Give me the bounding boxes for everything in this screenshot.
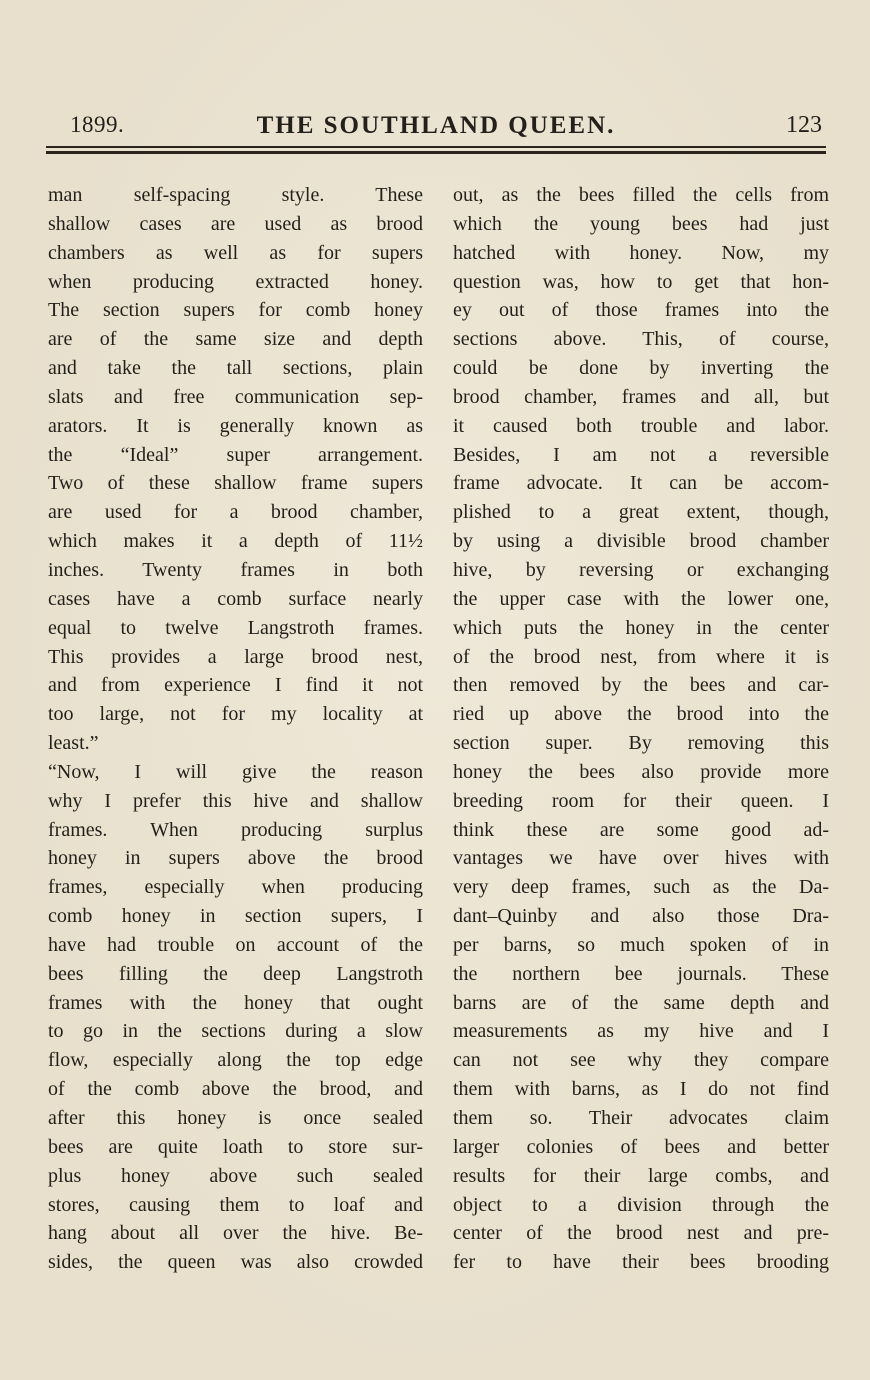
text-line: vantages we have over hives with — [453, 847, 829, 870]
text-line: frames with the honey that ought — [48, 991, 423, 1014]
text-line: shallow cases are used as brood — [48, 212, 423, 235]
header-rule-thick — [46, 151, 826, 154]
header-year: 1899. — [70, 112, 125, 137]
text-line: and take the tall sections, plain — [48, 357, 423, 380]
text-line: plished to a great extent, though, — [453, 501, 829, 524]
text-line: have had trouble on account of the — [48, 933, 423, 956]
text-line: it caused both trouble and labor. — [453, 414, 829, 437]
text-line: breeding room for their queen. I — [453, 789, 829, 812]
text-line: stores, causing them to loaf and — [48, 1193, 423, 1216]
text-line: after this honey is once sealed — [48, 1107, 423, 1129]
text-line: object to a division through the — [453, 1193, 829, 1216]
text-line: hatched with honey. Now, my — [453, 241, 829, 264]
text-line: chambers as well as for supers — [48, 241, 423, 264]
text-line: think these are some good ad- — [453, 818, 829, 841]
text-line: results for their large combs, and — [453, 1164, 829, 1187]
text-line: This provides a large brood nest, — [48, 645, 423, 668]
text-line: of the comb above the brood, and — [48, 1078, 423, 1101]
text-line: can not see why they compare — [453, 1049, 829, 1072]
text-line: slats and free communication sep- — [48, 385, 423, 408]
text-line: The section supers for comb honey — [48, 299, 423, 322]
text-line: flow, especially along the top edge — [48, 1049, 423, 1072]
text-line: honey in supers above the brood — [48, 847, 423, 870]
text-line: bees are quite loath to store sur- — [48, 1135, 423, 1158]
text-line: hang about all over the hive. Be- — [48, 1222, 423, 1245]
text-line: frames. When producing surplus — [48, 818, 423, 841]
text-line: barns are of the same depth and — [453, 991, 829, 1014]
text-line: inches. Twenty frames in both — [48, 558, 423, 581]
text-line: which the young bees had just — [453, 212, 829, 235]
text-line: them with barns, as I do not find — [453, 1078, 829, 1101]
page-number: 123 — [786, 112, 822, 138]
text-line: then removed by the bees and car- — [453, 674, 829, 697]
text-line: man self-spacing style. These — [48, 184, 423, 206]
text-line: plus honey above such sealed — [48, 1164, 423, 1187]
text-line: least.” — [48, 732, 99, 755]
text-line: equal to twelve Langstroth frames. — [48, 616, 423, 639]
text-line: are of the same size and depth — [48, 328, 423, 351]
left-column — [48, 181, 423, 1277]
text-line: sections above. This, of course, — [453, 328, 829, 351]
text-line: them so. Their advocates claim — [453, 1107, 829, 1129]
text-line: are used for a brood chamber, — [48, 501, 423, 524]
header-title: THE SOUTHLAND QUEEN. — [256, 112, 616, 139]
text-line: to go in the sections during a slow — [48, 1020, 423, 1043]
text-line: question was, how to get that hon- — [453, 270, 829, 293]
text-line: too large, not for my locality at — [48, 703, 423, 726]
text-line: measurements as my hive and I — [453, 1020, 829, 1043]
text-line: could be done by inverting the — [453, 357, 829, 380]
text-line: when producing extracted honey. — [48, 270, 423, 293]
text-line: bees filling the deep Langstroth — [48, 962, 423, 985]
text-line: honey the bees also provide more — [453, 760, 829, 783]
text-line: per barns, so much spoken of in — [453, 933, 829, 956]
text-line: fer to have their bees brooding — [453, 1251, 829, 1274]
text-line: out, as the bees filled the cells from — [453, 184, 829, 206]
text-line: very deep frames, such as the Da- — [453, 876, 829, 899]
header-rule-thin — [46, 146, 826, 148]
text-line: sides, the queen was also crowded — [48, 1251, 423, 1274]
text-line: ried up above the brood into the — [453, 703, 829, 726]
text-line: “Now, I will give the reason — [48, 760, 423, 783]
text-line: Two of these shallow frame supers — [48, 472, 423, 495]
text-line: which puts the honey in the center — [453, 616, 829, 639]
text-line: the upper case with the lower one, — [453, 587, 829, 610]
text-line: by using a divisible brood chamber — [453, 530, 829, 553]
text-line: the northern bee journals. These — [453, 962, 829, 985]
text-line: larger colonies of bees and better — [453, 1135, 829, 1158]
text-line: hive, by reversing or exchanging — [453, 558, 829, 581]
text-line: why I prefer this hive and shallow — [48, 789, 423, 812]
text-line: dant–Quinby and also those Dra- — [453, 905, 829, 928]
text-line: section super. By removing this — [453, 732, 829, 755]
text-line: cases have a comb surface nearly — [48, 587, 423, 610]
running-header — [46, 112, 826, 146]
text-line: frame advocate. It can be accom- — [453, 472, 829, 495]
text-line: arators. It is generally known as — [48, 414, 423, 437]
text-line: center of the brood nest and pre- — [453, 1222, 829, 1245]
text-line: brood chamber, frames and all, but — [453, 385, 829, 408]
text-line: frames, especially when producing — [48, 876, 423, 899]
text-line: the “Ideal” super arrangement. — [48, 443, 423, 466]
text-line: ey out of those frames into the — [453, 299, 829, 322]
right-column — [453, 181, 829, 1277]
text-line: Besides, I am not a reversible — [453, 443, 829, 466]
text-line: which makes it a depth of 11½ — [48, 530, 423, 553]
text-line: and from experience I find it not — [48, 674, 423, 697]
text-line: comb honey in section supers, I — [48, 905, 423, 928]
text-line: of the brood nest, from where it is — [453, 645, 829, 668]
